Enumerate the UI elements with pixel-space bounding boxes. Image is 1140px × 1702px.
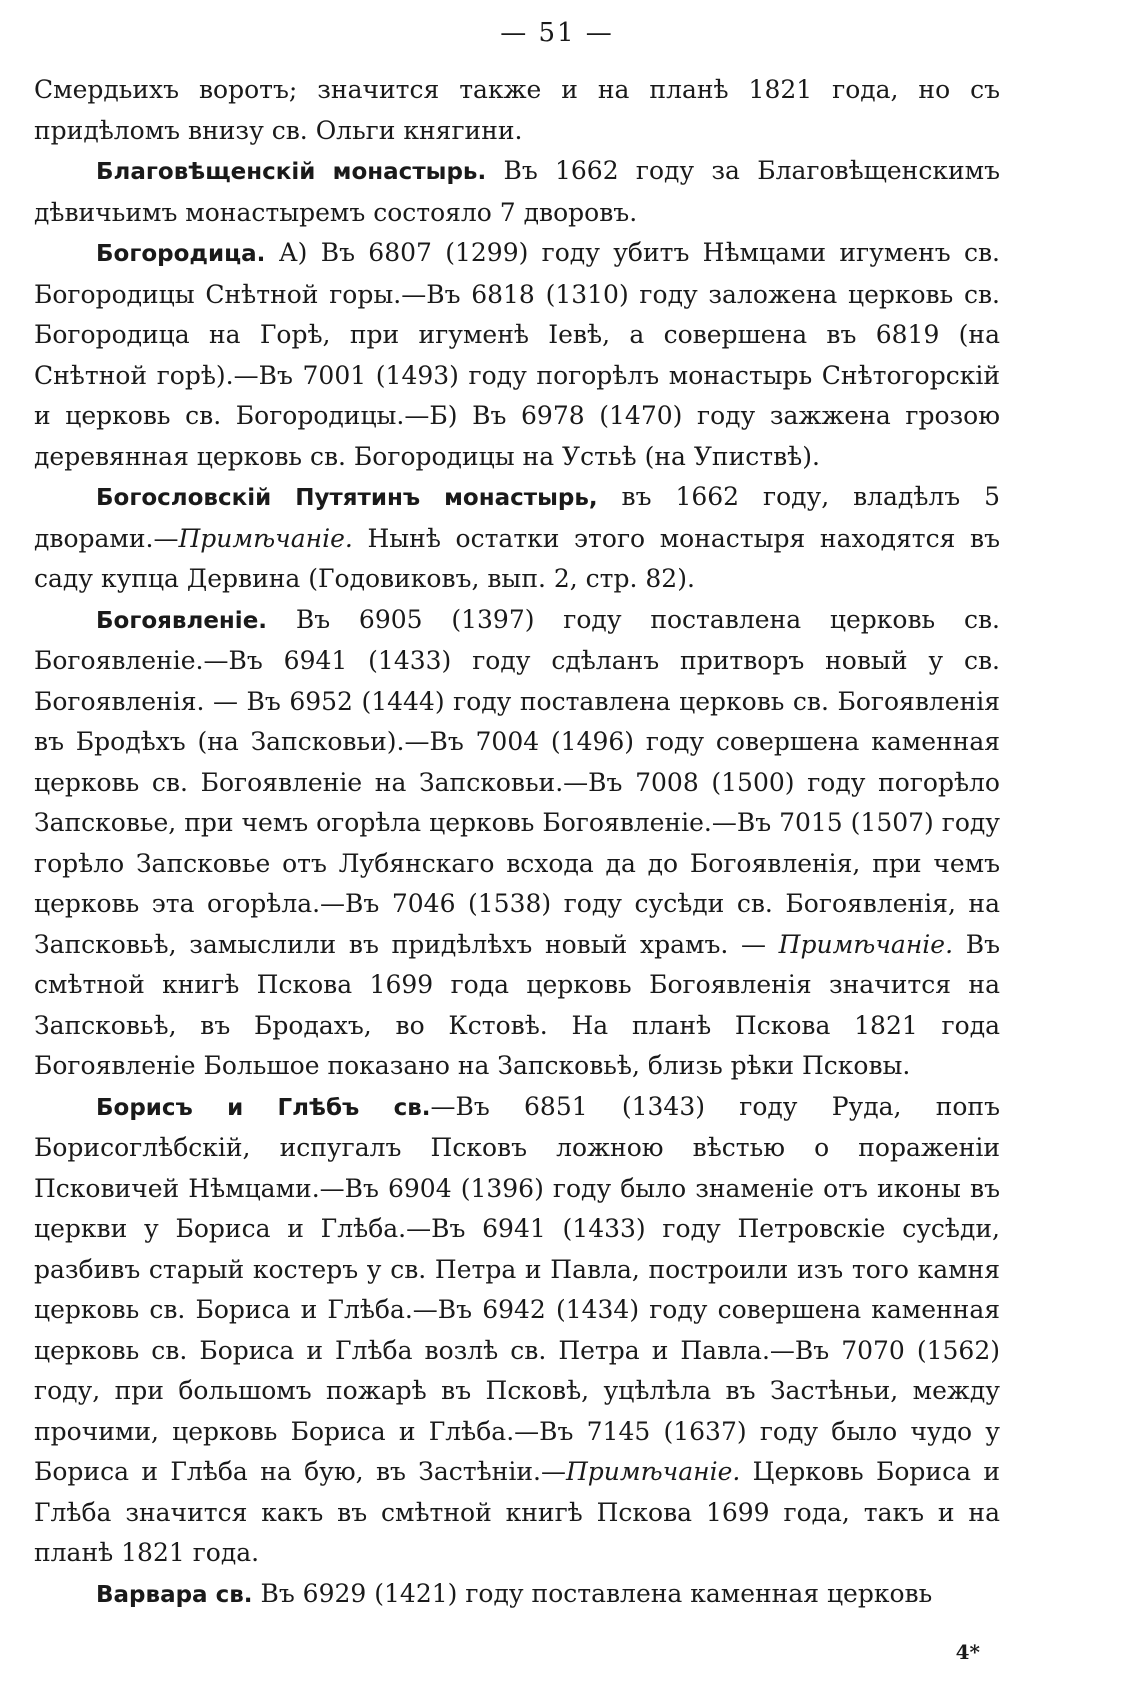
entry-note-text: Церковь Бориса и Глѣба значится какъ въ смѣтной книгѣ Пскова 1699 года, такъ и на планѣ 1821 года. xyxy=(34,1457,1001,1567)
entry-varvara xyxy=(34,1574,1000,1616)
entry-heading: Богородица. xyxy=(96,241,266,267)
entry-text: —Въ 6851 (1343) году Руда, попъ Борисоглѣбскій, испугалъ Псковъ ложною вѣстью о пораженіи Псковичей Нѣмцами.—Въ 6904 (1396) году было знаменіе отъ иконы въ церкви у Бориса и Глѣба.—Въ 6941 (1433) году Петровскіе сусѣди, разбивъ старый костеръ у св. Петра и Павла, построили изъ того камня церковь св. Бориса и Глѣба.—Въ 6942 (1434) году совершена каменная церковь св. Бориса и Глѣба возлѣ св. Петра и Павла.—Въ 7070 (1562) году, при большомъ пожарѣ въ Псковѣ, уцѣлѣла въ Застѣньи, между прочими, церковь Бориса и Глѣба.—Въ 7145 (1637) году было чудо у Бориса и Глѣба на бую, въ Застѣніи.— xyxy=(34,1091,1000,1486)
body-text xyxy=(34,70,1000,1615)
page-number: — 51 — xyxy=(500,18,614,48)
entry-text: Въ 6929 (1421) году поставлена каменная церковь xyxy=(252,1578,933,1608)
entry-heading: Богоявленіе. xyxy=(96,607,268,634)
entry-boris-gleb xyxy=(34,1087,1000,1574)
entry-text: А) Въ 6807 (1299) году убитъ Нѣмцами игуменъ св. Богородицы Снѣтной горы.—Въ 6818 (1310) году заложена церковь св. Богородица на Горѣ, при игуменѣ Іевѣ, а совершена въ 6819 (на Снѣтной горѣ).—Въ 7001 (1493) году погорѣлъ монастырь Снѣтогорскій и церковь св. Богородицы.—Б) Въ 6978 (1470) году зажжена грозою деревянная церковь св. Богородицы на Устьѣ (на Упиствѣ). xyxy=(34,238,1000,471)
signature-mark: 4* xyxy=(955,1640,980,1664)
entry-bogoyavlenie xyxy=(34,600,1000,1087)
entry-note-text: Нынѣ остатки этого монастыря находятся въ саду купца Дервина (Годовиковъ, вып. 2, стр. 82). xyxy=(34,523,1000,593)
paragraph-text: Смердьихъ воротъ; значится также и на планѣ 1821 года, но съ придѣломъ внизу св. Ольги княгини. xyxy=(34,75,1000,145)
entry-note-label: Примѣчаніе. xyxy=(778,929,954,959)
entry-heading: Богословскій Путятинъ монастырь, xyxy=(96,485,598,511)
entry-text: Въ 6905 (1397) году поставлена церковь св. Богоявленіе.—Въ 6941 (1433) году сдѣланъ притворъ новый у св. Богоявленія. — Въ 6952 (1444) году поставлена церковь св. Богоявленія въ Бродѣхъ (на Запсковьи).—Въ 7004 (1496) году совершена каменная церковь св. Богоявленіе на Запсковьи.—Въ 7008 (1500) году погорѣло Запсковье, при чемъ огорѣла церковь Богоявленіе.—Въ 7015 (1507) году горѣло Запсковье отъ Лубянскаго всхода да до Богоявленія, при чемъ церковь эта огорѣла.—Въ 7046 (1538) году сусѣди св. Богоявленія, на Запсковьѣ, замыслили въ придѣлѣхъ новый храмъ. — xyxy=(34,604,1000,959)
entry-note-label: Примѣчаніе. xyxy=(565,1457,741,1486)
entry-text: Въ 1662 году за Благовѣщенскимъ дѣвичьимъ монастыремъ состояло 7 дворовъ. xyxy=(34,156,1000,227)
entry-note-label: Примѣчаніе. xyxy=(178,523,353,553)
entry-bogoroditsa xyxy=(34,233,1000,477)
entry-bogoslovsky xyxy=(34,477,1000,600)
entry-blagoveshchensky xyxy=(34,151,1000,233)
entry-text: въ 1662 году, владѣлъ 5 дворами.— xyxy=(34,482,1001,553)
entry-heading: Варвара св. xyxy=(96,1581,253,1608)
paragraph-continuation xyxy=(34,70,1000,151)
entry-note-text: Въ смѣтной книгѣ Пскова 1699 года церковь Богоявленія значится на Запсковьѣ, въ Бродахъ, во Кстовѣ. На планѣ Пскова 1821 года Богоявленіе Большое показано на Запсковьѣ, близь рѣки Псковы. xyxy=(34,929,1000,1080)
entry-heading: Благовѣщенскій монастырь. xyxy=(96,159,487,185)
entry-heading: Борисъ и Глѣбъ св. xyxy=(96,1094,431,1121)
